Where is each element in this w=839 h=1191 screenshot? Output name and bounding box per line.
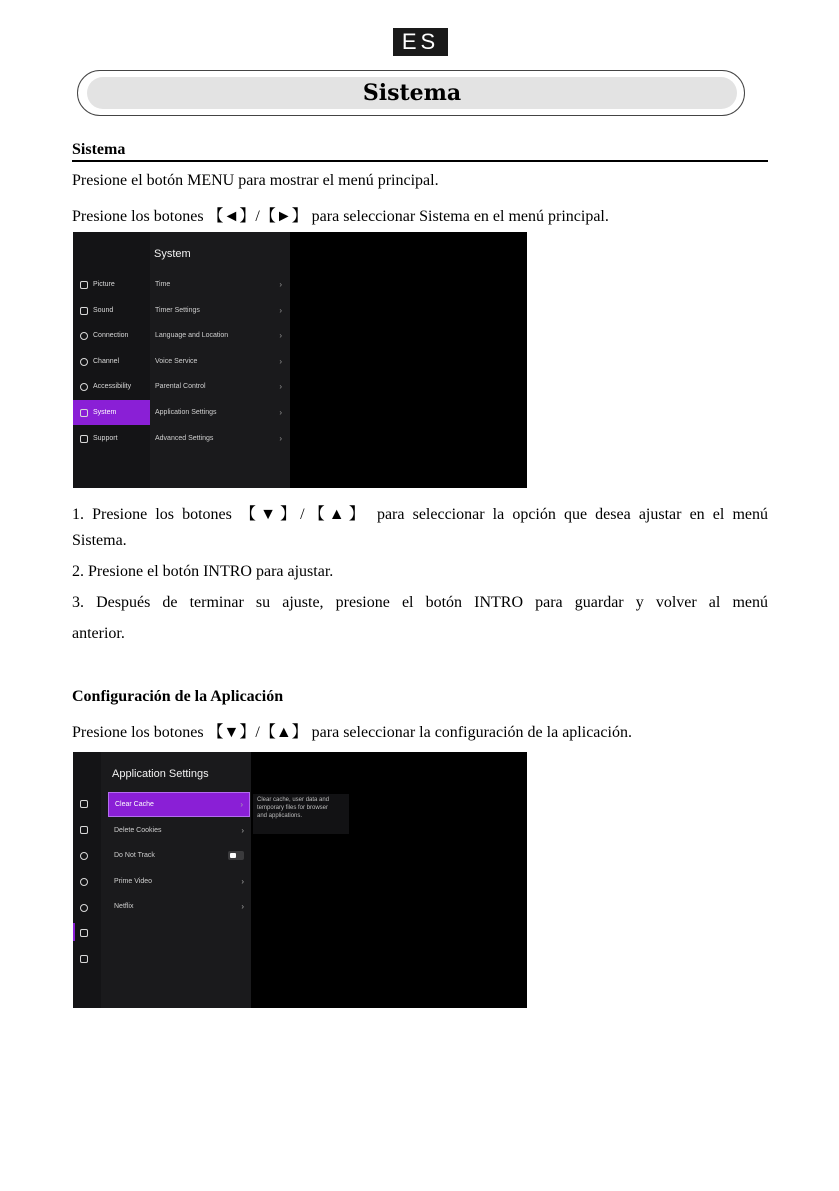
chevron-right-icon: ›: [241, 877, 244, 886]
menu-item-label: Voice Service: [155, 358, 198, 365]
section-heading: Sistema: [72, 141, 126, 158]
do-not-track-toggle[interactable]: [228, 851, 244, 860]
chevron-right-icon: ›: [241, 826, 244, 835]
sidebar-item-label: System: [93, 409, 117, 416]
menu-item-label: Language and Location: [155, 332, 229, 339]
channel-icon[interactable]: [80, 878, 88, 886]
menu-item-label: Parental Control: [155, 383, 206, 390]
intro-line-2: Presione los botones 【◄】/【►】 para seleccionar Sistema en el menú principal.: [72, 208, 609, 225]
support-icon: [80, 435, 88, 443]
page-title: Sistema: [362, 80, 462, 106]
sidebar-item-accessibility[interactable]: [73, 374, 150, 399]
system-icon[interactable]: [80, 929, 88, 937]
sidebar-item-picture[interactable]: [73, 272, 150, 297]
support-icon[interactable]: [80, 955, 88, 963]
chevron-right-icon: ›: [279, 382, 282, 391]
menu-item-language-location[interactable]: [150, 323, 290, 348]
menu-item-delete-cookies[interactable]: [108, 818, 250, 843]
chevron-right-icon: ›: [241, 902, 244, 911]
menu-item-label: Netflix: [114, 903, 134, 910]
chevron-right-icon: ›: [279, 331, 282, 340]
chevron-right-icon: ›: [279, 280, 282, 289]
menu-item-netflix[interactable]: [108, 894, 250, 919]
globe-icon[interactable]: [80, 852, 88, 860]
menu-item-application-settings[interactable]: [150, 400, 290, 425]
step-3-line-2: anterior.: [72, 625, 125, 642]
sound-icon[interactable]: [80, 826, 88, 834]
channel-icon: [80, 358, 88, 366]
menu-item-time[interactable]: [150, 272, 290, 297]
chevron-right-icon: ›: [279, 408, 282, 417]
menu-item-label: Do Not Track: [114, 852, 155, 859]
language-badge: ES: [393, 28, 448, 56]
application-settings-screenshot: [73, 752, 527, 1008]
step-1-line-2: Sistema.: [72, 532, 127, 549]
menu-item-label: Advanced Settings: [155, 435, 214, 442]
globe-icon: [80, 332, 88, 340]
menu-item-prime-video[interactable]: [108, 869, 250, 894]
chevron-right-icon: ›: [279, 306, 282, 315]
sidebar-item-sound[interactable]: [73, 298, 150, 323]
clear-cache-description: Clear cache, user data and temporary files for browser and applications.: [253, 794, 349, 834]
application-settings-title: Application Settings: [112, 768, 209, 780]
system-menu-title: System: [154, 248, 191, 260]
accessibility-icon[interactable]: [80, 904, 88, 912]
menu-item-label: Time: [155, 281, 171, 288]
sidebar-item-system[interactable]: [73, 400, 150, 425]
menu-item-label: Timer Settings: [155, 307, 200, 314]
menu-item-parental-control[interactable]: [150, 374, 290, 399]
sidebar-item-connection[interactable]: [73, 323, 150, 348]
chevron-right-icon: ›: [279, 434, 282, 443]
intro-line-1: Presione el botón MENU para mostrar el menú principal.: [72, 172, 439, 189]
app-section-text: Presione los botones 【▼】/【▲】 para seleccionar la configuración de la aplicación.: [72, 724, 632, 741]
sidebar-item-label: Support: [93, 435, 118, 442]
menu-item-label: Clear Cache: [115, 801, 154, 808]
sidebar-item-label: Picture: [93, 281, 115, 288]
picture-icon: [80, 281, 88, 289]
sidebar-item-label: Accessibility: [93, 383, 132, 390]
chevron-right-icon: ›: [240, 800, 243, 809]
step-2: 2. Presione el botón INTRO para ajustar.: [72, 563, 334, 580]
menu-item-label: Prime Video: [114, 878, 153, 885]
menu-item-clear-cache[interactable]: [108, 792, 250, 817]
subsection-heading: Configuración de la Aplicación: [72, 688, 284, 705]
section-divider: [72, 160, 768, 162]
step-1-line-1: 1. Presione los botones 【▼】/【▲】 para seleccionar la opción que desea ajustar en el menú: [72, 506, 768, 523]
toggle-knob: [230, 853, 236, 858]
system-icon: [80, 409, 88, 417]
menu-item-advanced-settings[interactable]: [150, 426, 290, 451]
picture-icon[interactable]: [80, 800, 88, 808]
menu-item-voice-service[interactable]: [150, 349, 290, 374]
menu-item-do-not-track[interactable]: [108, 843, 250, 868]
step-3-line-1: 3. Después de terminar su ajuste, presione el botón INTRO para guardar y volver al menú: [72, 594, 768, 611]
menu-item-timer-settings[interactable]: [150, 298, 290, 323]
sidebar-item-label: Sound: [93, 307, 114, 314]
system-menu-screenshot: [73, 232, 527, 488]
sidebar-item-support[interactable]: [73, 426, 150, 451]
accessibility-icon: [80, 383, 88, 391]
menu-item-label: Delete Cookies: [114, 827, 162, 834]
sidebar-item-label: Channel: [93, 358, 120, 365]
sidebar-item-channel[interactable]: [73, 349, 150, 374]
sound-icon: [80, 307, 88, 315]
sidebar-item-label: Connection: [93, 332, 129, 339]
menu-item-label: Application Settings: [155, 409, 217, 416]
chevron-right-icon: ›: [279, 357, 282, 366]
active-indicator: [73, 923, 75, 941]
